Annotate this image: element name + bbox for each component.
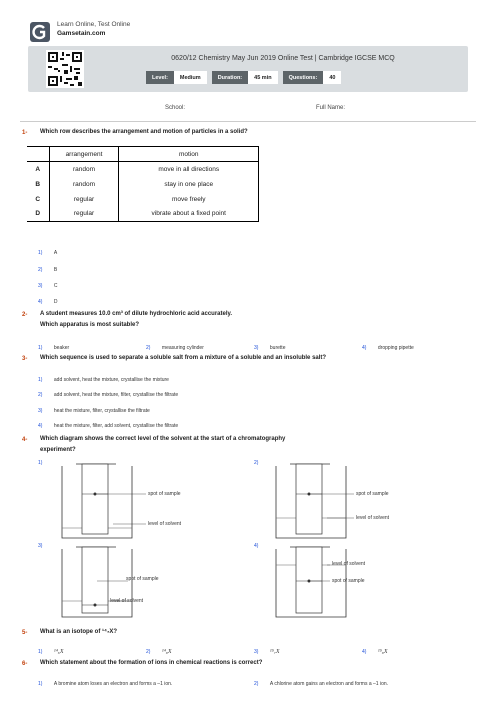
table-cell: D bbox=[27, 207, 49, 222]
option-2[interactable] bbox=[146, 640, 172, 658]
table-cell: regular bbox=[49, 192, 119, 207]
question-text: experiment? bbox=[40, 447, 76, 453]
spot-of-sample-label: spot of sample bbox=[148, 491, 181, 497]
table-row bbox=[27, 207, 259, 222]
option-number: 1) bbox=[38, 681, 43, 687]
option-4[interactable] bbox=[38, 414, 178, 432]
option-number: 2) bbox=[254, 681, 259, 687]
table-row bbox=[27, 192, 259, 207]
table-row bbox=[27, 162, 259, 177]
option-text: ¹⁵₇X bbox=[269, 649, 280, 655]
option-1[interactable] bbox=[38, 672, 172, 690]
table-cell: C bbox=[35, 195, 41, 203]
option-number[interactable]: 4) bbox=[254, 543, 259, 549]
option-3[interactable] bbox=[254, 640, 280, 658]
option-text: beaker bbox=[53, 345, 70, 351]
table-cell: move in all directions bbox=[119, 162, 259, 177]
option-number: 2) bbox=[146, 345, 151, 351]
divider bbox=[20, 121, 476, 122]
level-of-solvent-label: level of solvent bbox=[332, 561, 366, 567]
option-number[interactable]: 1) bbox=[38, 460, 43, 466]
test-meta-row bbox=[146, 71, 341, 84]
question-number: 2- bbox=[22, 312, 28, 318]
option-number: 3) bbox=[254, 649, 259, 655]
option-number: 3) bbox=[38, 408, 43, 414]
question-text: Which statement about the formation of ions in chemical reactions is correct? bbox=[40, 660, 263, 666]
option-text: A bbox=[53, 250, 58, 256]
option-text: add solvent, heat the mixture, crystallise the mixture bbox=[53, 377, 169, 383]
question-number: 1- bbox=[22, 130, 28, 136]
question-number: 5- bbox=[22, 630, 28, 636]
option-number: 4) bbox=[38, 299, 43, 305]
table-header: motion bbox=[119, 147, 259, 162]
answer-table bbox=[27, 146, 259, 222]
option-1[interactable] bbox=[38, 640, 64, 658]
option-text: C bbox=[53, 283, 58, 289]
spot-of-sample-label: spot of sample bbox=[332, 578, 365, 584]
option-1[interactable] bbox=[38, 241, 57, 259]
option-text: A bromine atom loses an electron and forms a –1 ion. bbox=[53, 681, 173, 687]
option-number: 1) bbox=[38, 250, 43, 256]
option-number[interactable]: 2) bbox=[254, 460, 259, 466]
table-cell: stay in one place bbox=[119, 177, 259, 192]
option-number[interactable]: 3) bbox=[38, 543, 43, 549]
duration-value: 45 min bbox=[248, 71, 277, 84]
level-label: Level: bbox=[146, 71, 174, 84]
spot-of-sample-label: spot of sample bbox=[126, 576, 159, 582]
option-number: 3) bbox=[38, 283, 43, 289]
test-title: 0620/12 Chemistry May Jun 2019 Online Test | Cambridge IGCSE MCQ bbox=[171, 55, 395, 62]
option-text: burette bbox=[269, 345, 286, 351]
option-text: add solvent, heat the mixture, filter, crystallise the filtrate bbox=[53, 392, 179, 398]
option-number: 4) bbox=[362, 345, 367, 351]
option-number: 2) bbox=[146, 649, 151, 655]
option-text: measuring cylinder bbox=[161, 345, 204, 351]
qr-code-icon bbox=[46, 50, 84, 88]
question-text: Which sequence is used to separate a soluble salt from a mixture of a soluble and an insoluble salt? bbox=[40, 355, 327, 361]
option-number: 4) bbox=[362, 649, 367, 655]
option-2[interactable] bbox=[254, 672, 388, 690]
option-number: 1) bbox=[38, 345, 43, 351]
option-text: heat the mixture, filter, add solvent, crystallise the filtrate bbox=[53, 423, 179, 429]
option-3[interactable] bbox=[254, 336, 285, 354]
option-number: 2) bbox=[38, 392, 43, 398]
option-text: heat the mixture, filter, crystallise the filtrate bbox=[53, 408, 150, 414]
option-number: 1) bbox=[38, 649, 43, 655]
level-value: Medium bbox=[174, 71, 207, 84]
question-text: Which diagram shows the correct level of the solvent at the start of a chromatography bbox=[40, 436, 286, 442]
option-2[interactable] bbox=[146, 336, 204, 354]
level-of-solvent-label: level of solvent bbox=[356, 515, 390, 521]
option-text: B bbox=[53, 267, 58, 273]
table-cell: regular bbox=[49, 207, 119, 222]
questions-label: Questions: bbox=[283, 71, 324, 84]
level-of-solvent-label: level of solvent bbox=[110, 598, 144, 604]
chromatography-diagram-1[interactable] bbox=[58, 462, 208, 542]
question-text: Which apparatus is most suitable? bbox=[40, 322, 140, 328]
level-pill bbox=[146, 71, 207, 84]
chromatography-diagram-3[interactable] bbox=[58, 545, 208, 620]
duration-pill bbox=[212, 71, 278, 84]
fullname-field[interactable]: Full Name: bbox=[316, 105, 346, 111]
option-4[interactable] bbox=[362, 640, 388, 658]
school-field[interactable]: School: bbox=[165, 105, 186, 111]
option-text: D bbox=[53, 299, 58, 305]
table-row bbox=[27, 177, 259, 192]
option-text: A chlorine atom gains an electron and forms a –1 ion. bbox=[269, 681, 389, 687]
level-of-solvent-label: level of solvent bbox=[148, 521, 182, 527]
table-header bbox=[27, 147, 49, 162]
option-number: 4) bbox=[38, 423, 43, 429]
table-header: arrangement bbox=[49, 147, 119, 162]
questions-pill bbox=[283, 71, 342, 84]
option-number: 1) bbox=[38, 377, 43, 383]
table-cell: move freely bbox=[119, 192, 259, 207]
option-number: 2) bbox=[38, 267, 43, 273]
option-text: ¹⁵₈X bbox=[377, 649, 388, 655]
option-text: ¹⁴₆X bbox=[53, 649, 64, 655]
brand-site[interactable]: Gamsetain.com bbox=[57, 30, 106, 37]
table-cell: A bbox=[35, 165, 41, 173]
option-number: 3) bbox=[254, 345, 259, 351]
table-cell: random bbox=[49, 162, 119, 177]
spot-of-sample-label: spot of sample bbox=[356, 491, 389, 497]
table-cell: random bbox=[49, 177, 119, 192]
gamsetain-logo-icon[interactable] bbox=[30, 22, 50, 42]
option-1[interactable] bbox=[38, 336, 69, 354]
questions-value: 40 bbox=[323, 71, 341, 84]
option-4[interactable] bbox=[362, 336, 414, 354]
question-number: 6- bbox=[22, 661, 28, 667]
option-4[interactable] bbox=[38, 290, 58, 308]
chromatography-diagram-2[interactable] bbox=[272, 462, 422, 542]
question-text: What is an isotope of ¹⁴₇X? bbox=[40, 629, 118, 635]
option-text: ¹⁴₈X bbox=[161, 649, 172, 655]
table-cell: vibrate about a fixed point bbox=[119, 207, 259, 222]
table-cell: B bbox=[35, 180, 41, 188]
brand-tagline: Learn Online, Test Online bbox=[57, 21, 131, 28]
option-text: dropping pipette bbox=[377, 345, 414, 351]
question-text: A student measures 10.0 cm³ of dilute hydrochloric acid accurately. bbox=[40, 311, 233, 317]
test-info-banner bbox=[28, 46, 468, 92]
question-text: Which row describes the arrangement and motion of particles in a solid? bbox=[40, 129, 248, 135]
question-number: 4- bbox=[22, 437, 28, 443]
duration-label: Duration: bbox=[212, 71, 248, 84]
question-number: 3- bbox=[22, 356, 28, 362]
